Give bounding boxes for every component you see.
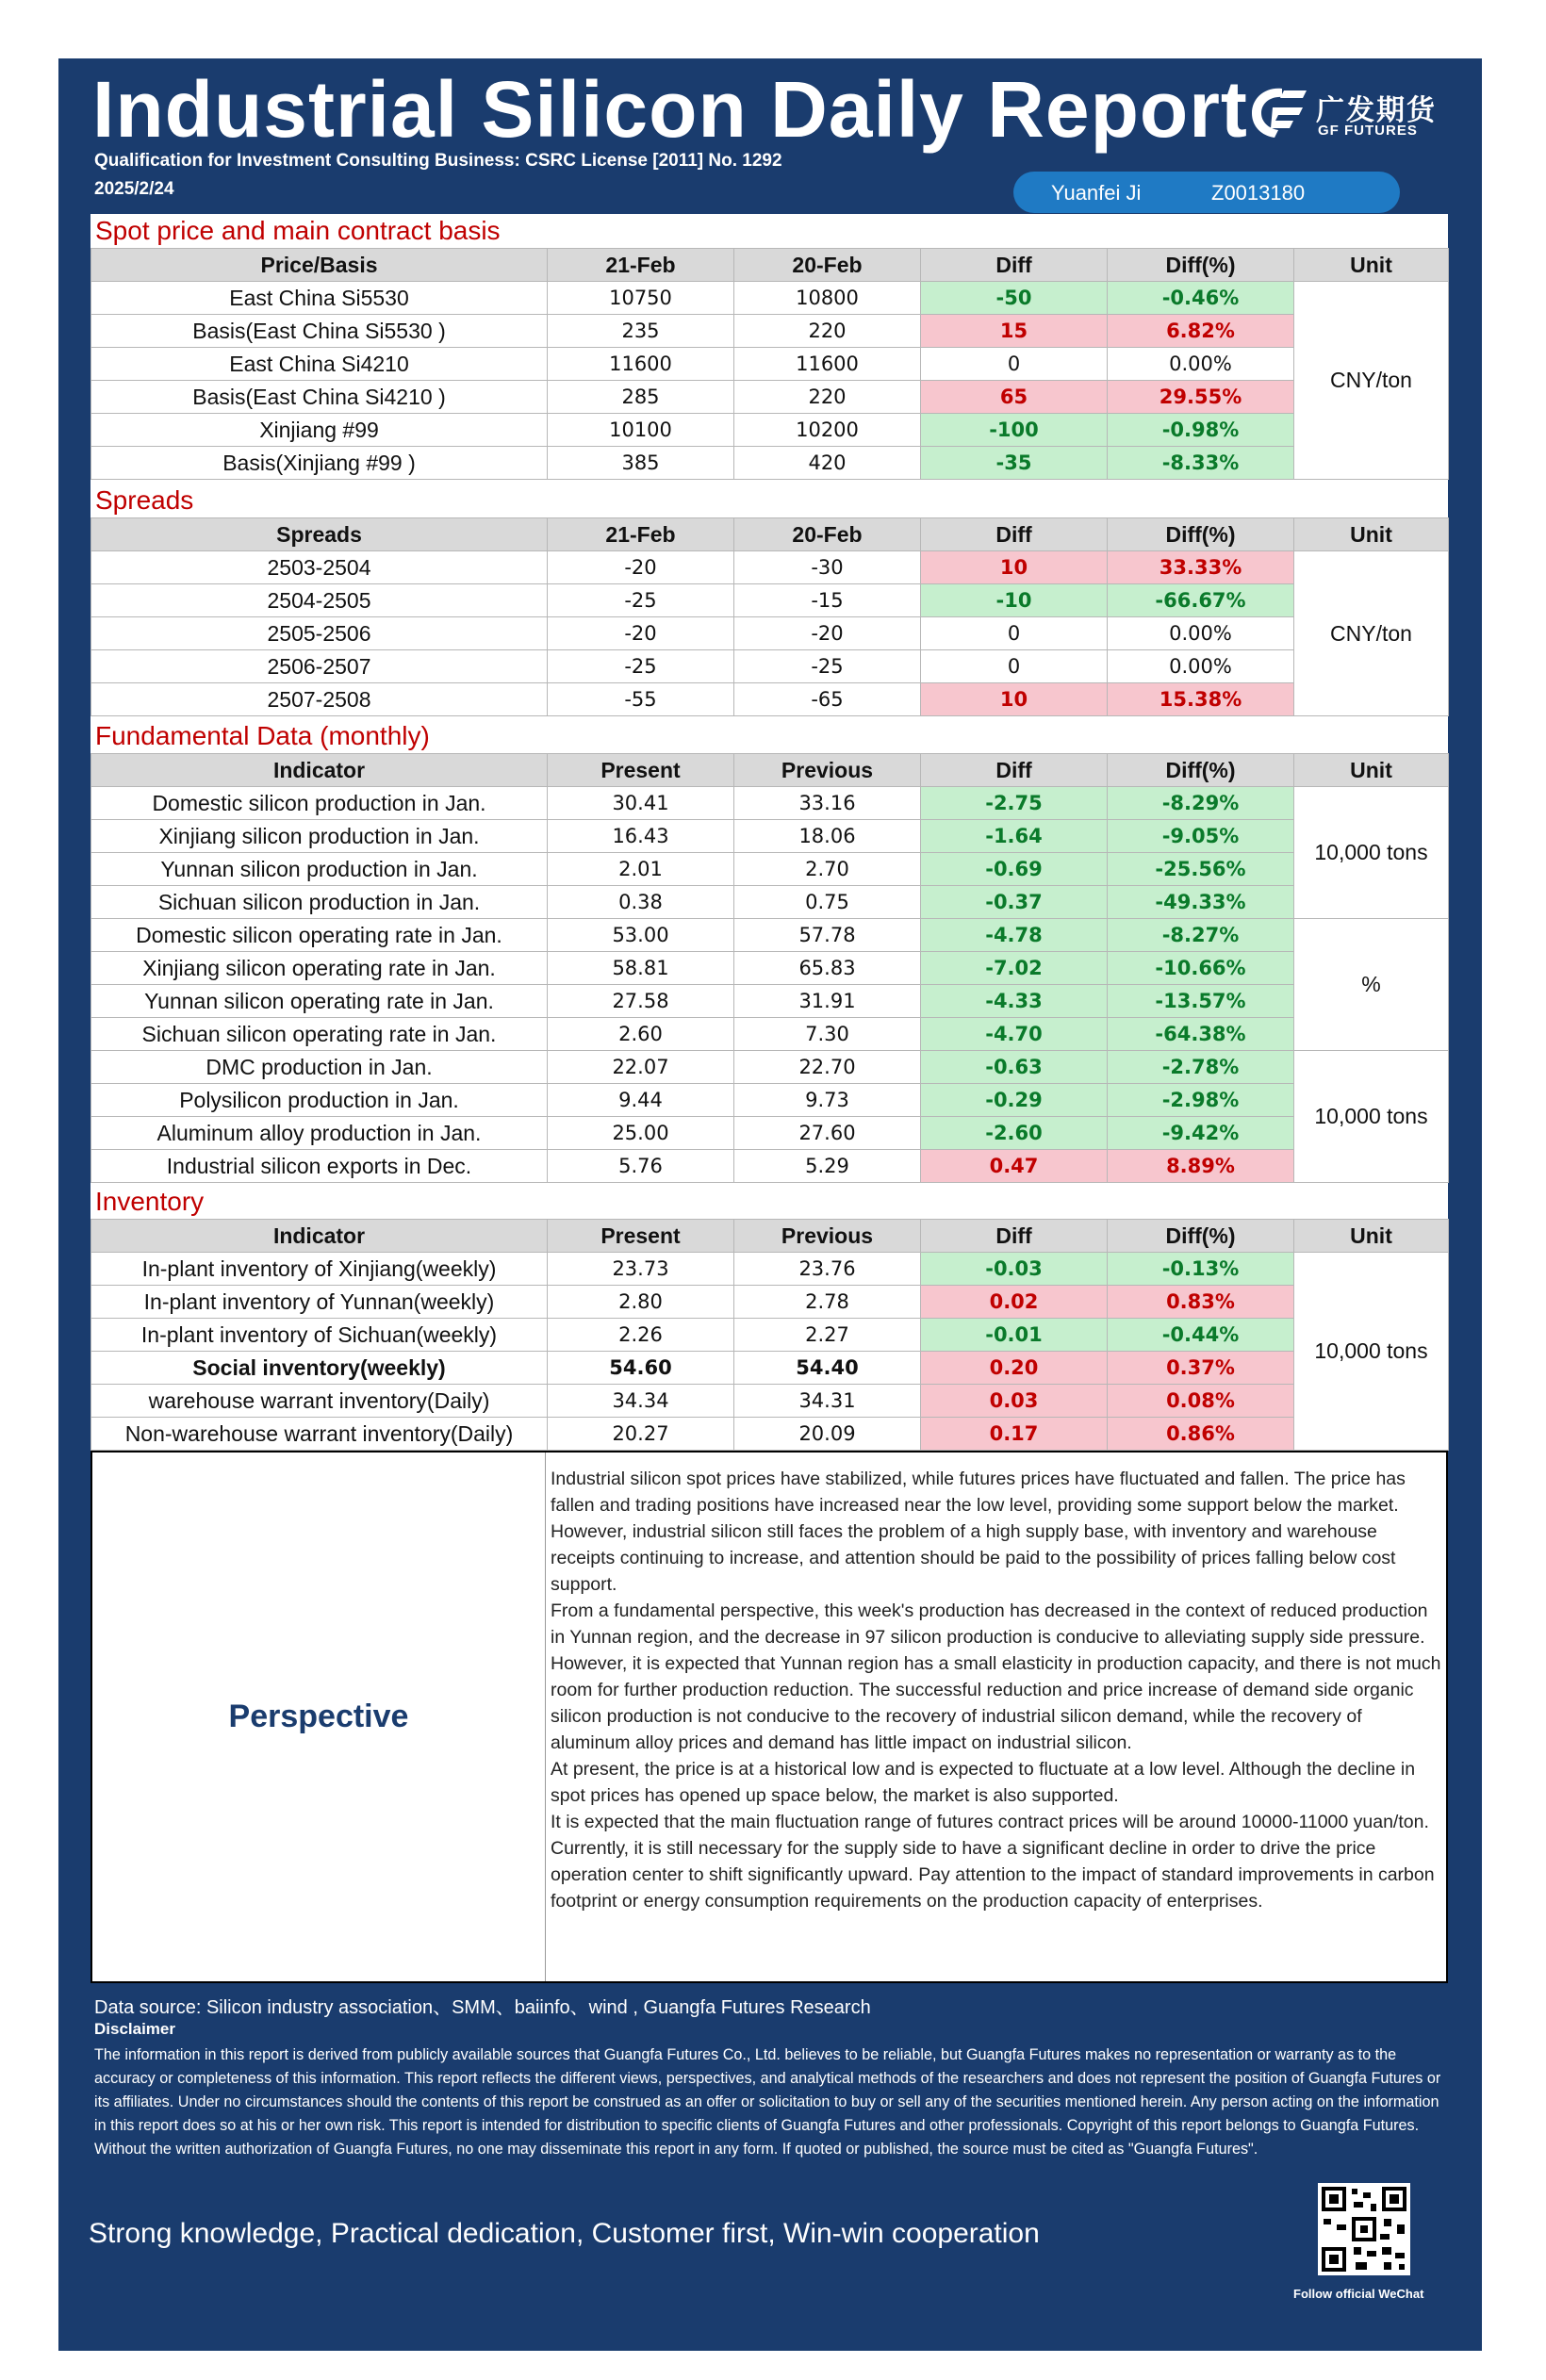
previous-value: 57.78 <box>734 919 921 952</box>
table-row <box>91 1286 1449 1319</box>
diff-value: -0.03 <box>921 1253 1108 1286</box>
current-value: 11600 <box>548 348 734 381</box>
diff-value: -0.37 <box>921 886 1108 919</box>
row-label: Xinjiang silicon operating rate in Jan. <box>91 952 548 985</box>
row-label: Sichuan silicon production in Jan. <box>91 886 548 919</box>
data-panel <box>90 214 1448 1451</box>
diff-pct-value: -49.33% <box>1108 886 1294 919</box>
row-label: Yunnan silicon production in Jan. <box>91 853 548 886</box>
diff-value: -2.75 <box>921 787 1108 820</box>
diff-pct-value: -0.44% <box>1108 1319 1294 1352</box>
previous-value: 33.16 <box>734 787 921 820</box>
previous-value: 420 <box>734 447 921 480</box>
perspective-paragraph: Currently, it is still necessary for the supply side to have a significant decline in order to drive the price operation center to shift significantly upward. Pay attention to the impact of standard improvements in carbon footprint or energy consumption requirements on the production capacity of enterprises. <box>551 1838 1435 1912</box>
row-label: warehouse warrant inventory(Daily) <box>91 1385 548 1418</box>
diff-value: 0.47 <box>921 1150 1108 1183</box>
table-row <box>91 1253 1449 1286</box>
table-row <box>91 1352 1449 1385</box>
row-label: 2503-2504 <box>91 551 548 584</box>
qr-caption: Follow official WeChat <box>1293 2287 1424 2301</box>
row-label: Domestic silicon operating rate in Jan. <box>91 919 548 952</box>
diff-pct-value: -0.46% <box>1108 282 1294 315</box>
row-label: In-plant inventory of Sichuan(weekly) <box>91 1319 548 1352</box>
unit-cell: 10,000 tons <box>1294 787 1449 919</box>
qualification-text: Qualification for Investment Consulting Business: CSRC License [2011] No. 1292 <box>94 151 782 171</box>
row-label: 2507-2508 <box>91 683 548 716</box>
table-row <box>91 985 1449 1018</box>
table-row <box>91 683 1449 716</box>
current-value: 0.38 <box>548 886 734 919</box>
current-value: 54.60 <box>548 1352 734 1385</box>
author-name: Yuanfei Ji <box>1051 181 1142 205</box>
table-row <box>91 1150 1449 1183</box>
col-header: Spreads <box>91 518 548 551</box>
current-value: -25 <box>548 650 734 683</box>
current-value: 27.58 <box>548 985 734 1018</box>
previous-value: 20.09 <box>734 1418 921 1451</box>
previous-value: 2.78 <box>734 1286 921 1319</box>
diff-value: 15 <box>921 315 1108 348</box>
inventory-header-row <box>91 1220 1449 1253</box>
diff-pct-value: -8.27% <box>1108 919 1294 952</box>
col-header: Unit <box>1294 518 1449 551</box>
row-label: Xinjiang silicon production in Jan. <box>91 820 548 853</box>
diff-value: -0.29 <box>921 1084 1108 1117</box>
section-title-inventory: Inventory <box>90 1185 1448 1219</box>
col-header: Price/Basis <box>91 249 548 282</box>
col-header: Unit <box>1294 754 1449 787</box>
data-source: Data source: Silicon industry association、SMM、baiinfo、wind , Guangfa Futures Research <box>94 1997 871 2018</box>
current-value: 20.27 <box>548 1418 734 1451</box>
row-label: Aluminum alloy production in Jan. <box>91 1117 548 1150</box>
table-row <box>91 1051 1449 1084</box>
row-label: Basis(Xinjiang #99 ) <box>91 447 548 480</box>
report-date: 2025/2/24 <box>94 179 174 199</box>
row-label: Industrial silicon exports in Dec. <box>91 1150 548 1183</box>
company-slogan: Strong knowledge, Practical dedication, Customer first, Win-win cooperation <box>89 2218 1040 2249</box>
unit-cell: CNY/ton <box>1294 551 1449 716</box>
fundamental-table <box>90 753 1449 1183</box>
diff-value: -0.63 <box>921 1051 1108 1084</box>
diff-value: -100 <box>921 414 1108 447</box>
col-header: Diff <box>921 249 1108 282</box>
table-row <box>91 617 1449 650</box>
gf-futures-logo <box>1244 83 1452 149</box>
previous-value: 22.70 <box>734 1051 921 1084</box>
diff-pct-value: -10.66% <box>1108 952 1294 985</box>
diff-pct-value: -9.05% <box>1108 820 1294 853</box>
table-row <box>91 1385 1449 1418</box>
row-label: Social inventory(weekly) <box>91 1352 548 1385</box>
spreads-header-row <box>91 518 1449 551</box>
previous-value: 27.60 <box>734 1117 921 1150</box>
diff-value: 0.03 <box>921 1385 1108 1418</box>
perspective-paragraph: Industrial silicon spot prices have stabilized, while futures prices have fluctuated and fallen. The price has fallen and trading positions have increased near the low level, providing some support below the market. However, industrial silicon still faces the problem of a high supply base, with inventory and warehouse receipts continuing to increase, and attention should be paid to the possibility of prices falling below cost support. <box>551 1469 1406 1595</box>
diff-value: 0.17 <box>921 1418 1108 1451</box>
diff-pct-value: -2.98% <box>1108 1084 1294 1117</box>
disclaimer-title: Disclaimer <box>94 2020 175 2038</box>
diff-value: 0.02 <box>921 1286 1108 1319</box>
inventory-table <box>90 1219 1449 1451</box>
section-title-spot: Spot price and main contract basis <box>90 214 1448 248</box>
current-value: 34.34 <box>548 1385 734 1418</box>
diff-value: 65 <box>921 381 1108 414</box>
diff-pct-value: 0.00% <box>1108 348 1294 381</box>
diff-pct-value: 15.38% <box>1108 683 1294 716</box>
unit-cell: 10,000 tons <box>1294 1253 1449 1451</box>
row-label: 2504-2505 <box>91 584 548 617</box>
diff-pct-value: 29.55% <box>1108 381 1294 414</box>
col-header: Diff <box>921 1220 1108 1253</box>
diff-pct-value: -0.98% <box>1108 414 1294 447</box>
diff-value: -4.33 <box>921 985 1108 1018</box>
unit-cell: % <box>1294 919 1449 1051</box>
previous-value: -65 <box>734 683 921 716</box>
table-row <box>91 919 1449 952</box>
col-header: Unit <box>1294 1220 1449 1253</box>
section-title-fundamental: Fundamental Data (monthly) <box>90 719 1448 753</box>
current-value: 5.76 <box>548 1150 734 1183</box>
table-row <box>91 414 1449 447</box>
diff-value: 0 <box>921 617 1108 650</box>
diff-pct-value: -2.78% <box>1108 1051 1294 1084</box>
col-header: 21-Feb <box>548 518 734 551</box>
current-value: -55 <box>548 683 734 716</box>
row-label: Sichuan silicon operating rate in Jan. <box>91 1018 548 1051</box>
perspective-paragraph: It is expected that the main fluctuation range of futures contract prices will be around 10000-11000 yuan/ton. <box>551 1812 1429 1832</box>
previous-value: 7.30 <box>734 1018 921 1051</box>
current-value: -20 <box>548 617 734 650</box>
previous-value: -15 <box>734 584 921 617</box>
col-header: Indicator <box>91 754 548 787</box>
previous-value: 9.73 <box>734 1084 921 1117</box>
diff-pct-value: -64.38% <box>1108 1018 1294 1051</box>
diff-pct-value: 0.37% <box>1108 1352 1294 1385</box>
table-row <box>91 1117 1449 1150</box>
row-label: Polysilicon production in Jan. <box>91 1084 548 1117</box>
unit-cell: CNY/ton <box>1294 282 1449 480</box>
diff-pct-value: -8.29% <box>1108 787 1294 820</box>
current-value: 16.43 <box>548 820 734 853</box>
col-header: 20-Feb <box>734 518 921 551</box>
current-value: 25.00 <box>548 1117 734 1150</box>
diff-pct-value: 6.82% <box>1108 315 1294 348</box>
col-header: 21-Feb <box>548 249 734 282</box>
col-header: Diff(%) <box>1108 249 1294 282</box>
current-value: 23.73 <box>548 1253 734 1286</box>
current-value: 53.00 <box>548 919 734 952</box>
col-header: Diff <box>921 754 1108 787</box>
row-label: Yunnan silicon operating rate in Jan. <box>91 985 548 1018</box>
table-row <box>91 886 1449 919</box>
current-value: 2.80 <box>548 1286 734 1319</box>
table-row <box>91 315 1449 348</box>
current-value: 285 <box>548 381 734 414</box>
diff-value: 0.20 <box>921 1352 1108 1385</box>
col-header: Previous <box>734 1220 921 1253</box>
previous-value: 65.83 <box>734 952 921 985</box>
diff-value: -0.69 <box>921 853 1108 886</box>
table-row <box>91 853 1449 886</box>
previous-value: 0.75 <box>734 886 921 919</box>
diff-value: -1.64 <box>921 820 1108 853</box>
diff-value: -0.01 <box>921 1319 1108 1352</box>
current-value: 58.81 <box>548 952 734 985</box>
diff-pct-value: -13.57% <box>1108 985 1294 1018</box>
perspective-box <box>90 1451 1448 1983</box>
previous-value: 18.06 <box>734 820 921 853</box>
author-license-id: Z0013180 <box>1211 181 1306 205</box>
table-row <box>91 1018 1449 1051</box>
table-row <box>91 952 1449 985</box>
logo-chinese-text: 广发期货 <box>1316 94 1437 127</box>
col-header: Diff(%) <box>1108 754 1294 787</box>
table-row <box>91 381 1449 414</box>
diff-value: -35 <box>921 447 1108 480</box>
col-header: Previous <box>734 754 921 787</box>
previous-value: -30 <box>734 551 921 584</box>
diff-pct-value: -66.67% <box>1108 584 1294 617</box>
diff-value: 10 <box>921 683 1108 716</box>
row-label: 2505-2506 <box>91 617 548 650</box>
current-value: 22.07 <box>548 1051 734 1084</box>
table-row <box>91 1319 1449 1352</box>
col-header: Diff(%) <box>1108 1220 1294 1253</box>
diff-pct-value: 0.83% <box>1108 1286 1294 1319</box>
row-label: DMC production in Jan. <box>91 1051 548 1084</box>
row-label: East China Si5530 <box>91 282 548 315</box>
table-row <box>91 1084 1449 1117</box>
previous-value: 220 <box>734 381 921 414</box>
current-value: 385 <box>548 447 734 480</box>
row-label: Domestic silicon production in Jan. <box>91 787 548 820</box>
table-row <box>91 282 1449 315</box>
table-row <box>91 348 1449 381</box>
current-value: 2.60 <box>548 1018 734 1051</box>
col-header: 20-Feb <box>734 249 921 282</box>
diff-pct-value: 0.00% <box>1108 650 1294 683</box>
previous-value: 10800 <box>734 282 921 315</box>
row-label: In-plant inventory of Yunnan(weekly) <box>91 1286 548 1319</box>
perspective-paragraph: From a fundamental perspective, this week's production has decreased in the context of reduced production in Yunnan region, and the decrease in 97 silicon production is conducive to alleviating supply side pressure. However, it is expected that Yunnan region has a small elasticity in production capacity, and there is not much room for further production reduction. The successful reduction and price increase of demand side organic silicon production is not conducive to the recovery of industrial silicon demand, while the recovery of aluminum alloy prices and demand has little impact on industrial silicon. <box>551 1600 1441 1753</box>
previous-value: 23.76 <box>734 1253 921 1286</box>
previous-value: 2.27 <box>734 1319 921 1352</box>
diff-value: 0 <box>921 650 1108 683</box>
unit-cell: 10,000 tons <box>1294 1051 1449 1183</box>
spreads-table <box>90 517 1449 716</box>
report-title: Industrial Silicon Daily Report <box>92 65 1248 154</box>
diff-pct-value: 0.08% <box>1108 1385 1294 1418</box>
table-row <box>91 447 1449 480</box>
diff-pct-value: -8.33% <box>1108 447 1294 480</box>
previous-value: 34.31 <box>734 1385 921 1418</box>
row-label: Non-warehouse warrant inventory(Daily) <box>91 1418 548 1451</box>
gf-logo-icon <box>1244 83 1310 143</box>
col-header: Indicator <box>91 1220 548 1253</box>
table-row <box>91 584 1449 617</box>
previous-value: 11600 <box>734 348 921 381</box>
fundamental-header-row <box>91 754 1449 787</box>
row-label: Xinjiang #99 <box>91 414 548 447</box>
qr-code-icon <box>1318 2183 1410 2275</box>
previous-value: 10200 <box>734 414 921 447</box>
perspective-paragraph: At present, the price is at a historical low and is expected to fluctuate at a low level. Although the decline in spot prices has opened up space below, the market is also supported. <box>551 1759 1416 1806</box>
logo-english-text: GF FUTURES <box>1318 123 1418 139</box>
previous-value: -20 <box>734 617 921 650</box>
previous-value: 2.70 <box>734 853 921 886</box>
current-value: 2.01 <box>548 853 734 886</box>
current-value: -25 <box>548 584 734 617</box>
row-label: East China Si4210 <box>91 348 548 381</box>
col-header: Diff <box>921 518 1108 551</box>
diff-value: -4.70 <box>921 1018 1108 1051</box>
col-header: Present <box>548 1220 734 1253</box>
diff-pct-value: 8.89% <box>1108 1150 1294 1183</box>
perspective-label: Perspective <box>92 1453 546 1981</box>
row-label: 2506-2507 <box>91 650 548 683</box>
current-value: 9.44 <box>548 1084 734 1117</box>
wechat-qr-code <box>1318 2183 1410 2275</box>
diff-pct-value: -0.13% <box>1108 1253 1294 1286</box>
diff-value: -7.02 <box>921 952 1108 985</box>
perspective-text <box>551 1466 1441 1914</box>
spot-header-row <box>91 249 1449 282</box>
diff-pct-value: -25.56% <box>1108 853 1294 886</box>
table-row <box>91 551 1449 584</box>
diff-pct-value: 0.00% <box>1108 617 1294 650</box>
row-label: Basis(East China Si5530 ) <box>91 315 548 348</box>
current-value: 10750 <box>548 282 734 315</box>
diff-value: 0 <box>921 348 1108 381</box>
col-header: Present <box>548 754 734 787</box>
diff-value: -4.78 <box>921 919 1108 952</box>
diff-value: 10 <box>921 551 1108 584</box>
current-value: 10100 <box>548 414 734 447</box>
row-label: Basis(East China Si4210 ) <box>91 381 548 414</box>
diff-value: -10 <box>921 584 1108 617</box>
row-label: In-plant inventory of Xinjiang(weekly) <box>91 1253 548 1286</box>
previous-value: 220 <box>734 315 921 348</box>
table-row <box>91 1418 1449 1451</box>
table-row <box>91 787 1449 820</box>
diff-pct-value: -9.42% <box>1108 1117 1294 1150</box>
previous-value: 54.40 <box>734 1352 921 1385</box>
previous-value: 5.29 <box>734 1150 921 1183</box>
current-value: 2.26 <box>548 1319 734 1352</box>
table-row <box>91 820 1449 853</box>
previous-value: -25 <box>734 650 921 683</box>
section-title-spreads: Spreads <box>90 484 1448 517</box>
diff-value: -2.60 <box>921 1117 1108 1150</box>
col-header: Unit <box>1294 249 1449 282</box>
author-badge <box>1013 172 1400 213</box>
diff-value: -50 <box>921 282 1108 315</box>
table-row <box>91 650 1449 683</box>
disclaimer-text: The information in this report is derived from publicly available sources that Guangfa Futures Co., Ltd. believes to be reliable, but Guangfa Futures makes no representation or warranty as to the accuracy or completeness of this information. This report reflects the different views, perspectives, and analytical methods of the researchers and does not represent the position of Guangfa Futures or its affiliates. Under no circumstances should the contents of this report be construed as an offer or solicitation to buy or sell any of the securities mentioned herein. Any person acting on the information in this report does so at his or her own risk. This report is intended for distribution to specific clients of Guangfa Futures and other professionals. Copyright of this report belongs to Guangfa Futures. Without the written authorization of Guangfa Futures, no one may disseminate this report in any form. If quoted or published, the source must be cited as "Guangfa Futures". <box>94 2046 1441 2158</box>
diff-pct-value: 0.86% <box>1108 1418 1294 1451</box>
current-value: 30.41 <box>548 787 734 820</box>
col-header: Diff(%) <box>1108 518 1294 551</box>
current-value: -20 <box>548 551 734 584</box>
spot-table <box>90 248 1449 480</box>
current-value: 235 <box>548 315 734 348</box>
diff-pct-value: 33.33% <box>1108 551 1294 584</box>
previous-value: 31.91 <box>734 985 921 1018</box>
